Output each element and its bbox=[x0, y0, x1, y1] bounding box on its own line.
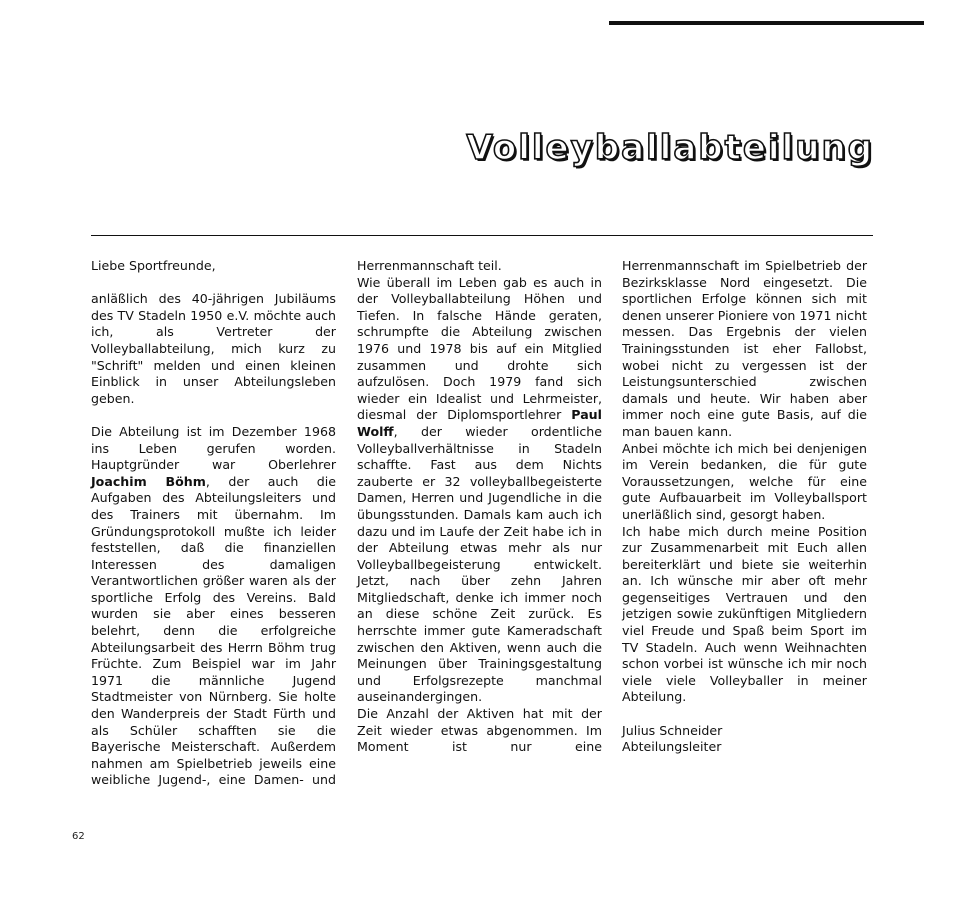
page-title: Volleyballabteilung bbox=[466, 128, 874, 168]
coach-name: Paul Wolff bbox=[357, 407, 602, 439]
signature-name: Julius Schneider bbox=[622, 722, 723, 738]
page-number: 62 bbox=[72, 831, 85, 842]
paragraph: anläßlich des 40-jährigen Jubiläums des TV Stadeln 1950 e.V. möchte auch ich, als Vertreter der Volleyballabteilung, mich kurz zu "Schrift" melden und einen kleinen Einblick in unser Abteilungsleben geben. bbox=[91, 291, 336, 406]
paragraph bbox=[91, 424, 336, 789]
greeting: Liebe Sportfreunde, bbox=[91, 258, 216, 273]
paragraph-text: Wie überall im Leben gab es auch in der Volleyballabteilung Höhen und Tiefen. In falsche Hände geraten, schrumpfte die Abteilung zwischen 1976 und 1978 bis auf ein Mitglied zusammen und drohte sich aufzulösen. Doch 1979 fand sich wieder ein Idealist und Lehrmeister, diesmal der Diplomsportlehrer bbox=[357, 274, 602, 423]
text-column-3 bbox=[622, 258, 867, 756]
paragraph: Anbei möchte ich mich bei denjenigen im Verein bedanken, die für gute Voraussetzungen, welche für eine gute Aufbauarbeit im Volleyballsport unerläßlich sind, gesorgt haben. bbox=[622, 440, 867, 522]
paragraph: Herrenmannschaft teil. bbox=[357, 258, 502, 273]
signature-role: Abteilungsleiter bbox=[622, 739, 722, 755]
paragraph: Ich habe mich durch meine Position zur Zusammenarbeit mit Euch allen bereiterklärt und biete sie weiterhin an. Ich wünsche mir aber oft mehr gegenseitiges Vertrauen und den jetzigen sowie zukünftigen Mitgliedern viel Freude und Spaß beim Sport im TV Stadeln. Auch wenn Weihnachten schon vorbei ist wünsche ich mir noch viele viele Volleyballer in meiner Abteilung. bbox=[622, 523, 867, 705]
section-divider bbox=[91, 235, 873, 236]
founder-name: Joachim Böhm bbox=[91, 473, 206, 489]
paragraph: Herrenmannschaft im Spielbetrieb der Bezirksklasse Nord eingesetzt. Die sportlichen Erfolge können sich mit denen unserer Pioniere von 1971 nicht messen. Das Ergebnis der vielen Trainingsstunden ist eher Fallobst, wobei nicht zu vergessen ist der Leistungsunterschied zwischen damals und heute. Wir haben aber immer noch eine gute Basis, auf die man bauen kann. bbox=[622, 258, 867, 439]
paragraph-text: , der wieder ordentliche Volleyballverhältnisse in Stadeln schaffte. Fast aus dem Nichts zauberte er 32 volleyballbegeisterte Damen, Herren und Jugendliche in die übungsstunden. Damals kam auch ich dazu und im Laufe der Zeit habe ich in der Abteilung etwas mehr als nur Volleyballbegeisterung entwickelt. Jetzt, nach über zehn Jahren Mitgliedschaft, denke ich immer noch an diese schöne Zeit zurück. Es herrschte immer gute Kameradschaft zwischen den Aktiven, wenn auch die Meinungen über Trainingsgestaltung und Erfolgsrezepte manchmal auseinandergingen. bbox=[357, 423, 602, 705]
paragraph: Die Anzahl der Aktiven hat mit der Zeit wieder etwas abgenommen. Im Moment ist nur eine bbox=[357, 706, 602, 755]
text-column-1 bbox=[91, 258, 336, 789]
paragraph-text: , der auch die Aufgaben des Abteilungsleiters und des Trainers mit übernahm. Im Gründungsprotokoll mußte ich leider feststellen, daß die finanziellen Interessen des damaligen Verantwortlichen größer waren als der sportliche Erfolg des Vereins. Bald wurden sie aber eines besseren belehrt, denn die erfolgreiche Abteilungsarbeit des Herrn Böhm trug Früchte. Zum Beispiel war im Jahr 1971 die männliche Jugend Stadtmeister von Nürnberg. Sie holte den Wanderpreis der Stadt Fürth und als Schüler schafften sie die Bayerische Meisterschaft. Außerdem nahmen am Spielbetrieb jeweils eine weibliche Jugend-, eine Damen- und bbox=[91, 473, 337, 788]
text-column-2 bbox=[357, 258, 602, 756]
paragraph bbox=[357, 275, 602, 706]
top-rule bbox=[609, 21, 924, 25]
paragraph-text: Die Abteilung ist im Dezember 1968 ins Leben gerufen worden. Hauptgründer war Oberlehrer bbox=[91, 423, 336, 473]
